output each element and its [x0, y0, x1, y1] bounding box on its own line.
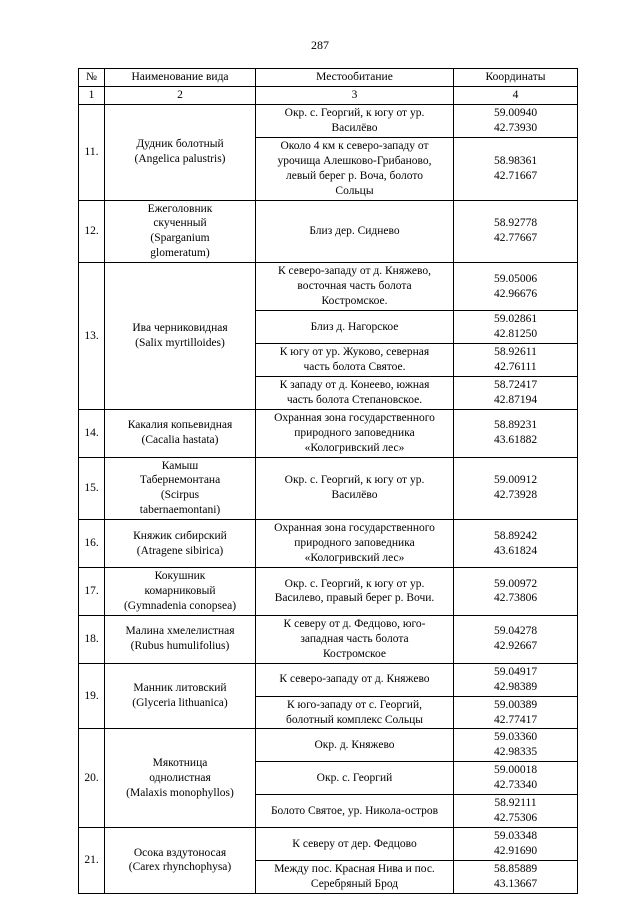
page-number: 287	[311, 38, 329, 52]
table-row	[79, 263, 578, 311]
species-name-line: glomeratum)	[150, 247, 210, 260]
species-name	[105, 568, 256, 616]
habitat-cell	[256, 520, 454, 568]
species-number: 11.	[79, 104, 105, 200]
habitat-cell	[256, 200, 454, 263]
species-name-line: Дудник болотный	[136, 138, 224, 151]
header-row	[79, 69, 578, 87]
species-name-line: (Gymnadenia conopsea)	[123, 599, 237, 612]
coordinate-value: 42.98389	[493, 680, 538, 693]
species-name-line: tabernaemontani)	[139, 504, 221, 517]
coordinates-cell	[454, 409, 578, 457]
coordinate-value: 43.61882	[493, 434, 538, 447]
table-row	[79, 104, 578, 137]
species-name-line: (Scirpus	[160, 489, 200, 502]
coordinates-cell	[454, 311, 578, 344]
coordinate-value: 59.04278	[493, 625, 538, 638]
habitat-cell	[256, 104, 454, 137]
habitat-cell	[256, 409, 454, 457]
species-name-line: (Malaxis monophyllos)	[126, 786, 234, 799]
header-number: №	[79, 69, 105, 87]
column-number: 1	[79, 86, 105, 104]
species-name-line: Кокушник	[154, 570, 206, 583]
habitat-line: природного заповедника	[294, 426, 415, 439]
species-number: 15.	[79, 457, 105, 520]
species-name	[105, 615, 256, 663]
coordinate-value: 58.92778	[493, 217, 538, 230]
species-name	[105, 200, 256, 263]
species-number: 16.	[79, 520, 105, 568]
coordinate-value: 42.91690	[493, 845, 538, 857]
habitat-line: Между пос. Красная Нива и пос.	[274, 862, 435, 875]
table-row	[79, 828, 578, 861]
coordinate-value: 42.73928	[493, 489, 538, 502]
coordinate-value: 42.75306	[493, 812, 538, 825]
coordinates-cell	[454, 104, 578, 137]
coordinate-value: 59.02861	[493, 313, 538, 326]
habitat-line: Окр. с. Георгий, к югу от ур.	[284, 106, 425, 119]
habitat-line: Охранная зона государственного	[274, 522, 435, 535]
habitat-line: Окр. д. Княжево	[314, 738, 395, 751]
habitat-line: левый берег р. Воча, болото	[286, 169, 423, 182]
habitat-line: К северо-западу от д. Княжево	[279, 673, 430, 686]
habitat-line: урочища Алешково-Грибаново,	[277, 154, 432, 167]
coordinate-value: 58.98361	[493, 154, 538, 167]
habitat-line: Костромское	[322, 647, 387, 660]
coordinates-cell	[454, 137, 578, 200]
coordinate-value: 58.85889	[493, 862, 538, 875]
habitat-line: К югу от ур. Жуково, северная	[279, 345, 430, 358]
coordinates-cell	[454, 663, 578, 696]
species-name-line: Ива черниковидная	[132, 322, 228, 335]
coordinate-value: 59.00972	[493, 577, 538, 590]
coordinate-value: 42.92667	[493, 640, 538, 653]
habitat-line: «Кологривский лес»	[304, 441, 405, 454]
species-number: 21.	[79, 828, 105, 894]
species-name	[105, 263, 256, 409]
coordinates-cell	[454, 457, 578, 520]
habitat-line: Сольцы	[335, 184, 374, 197]
species-name-line: Мякотница	[152, 756, 208, 769]
coordinate-value: 58.92611	[494, 345, 537, 358]
table-row	[79, 663, 578, 696]
habitat-line: «Кологривский лес»	[304, 552, 405, 565]
species-name-line: Княжик сибирский	[133, 529, 227, 542]
species-name-line: Камыш	[161, 459, 199, 472]
habitat-cell	[256, 263, 454, 311]
table-row	[79, 409, 578, 457]
habitat-line: болотный комплекс Сольцы	[286, 713, 423, 726]
habitat-line: природного заповедника	[294, 537, 415, 550]
coordinate-value: 59.00018	[493, 764, 538, 777]
habitat-line: Болото Святое, ур. Никола-остров	[270, 804, 439, 817]
coordinate-value: 59.00940	[493, 106, 538, 119]
habitat-cell	[256, 762, 454, 795]
habitat-line: часть болота Святое.	[303, 360, 406, 373]
species-name-line: комарниковый	[144, 585, 216, 597]
species-name	[105, 409, 256, 457]
coordinates-cell	[454, 729, 578, 762]
coordinates-cell	[454, 762, 578, 795]
habitat-cell	[256, 729, 454, 762]
column-number: 4	[454, 86, 578, 104]
species-table-body	[79, 104, 578, 893]
species-number: 20.	[79, 729, 105, 828]
coordinate-value: 42.98335	[493, 746, 538, 759]
coordinates-cell	[454, 343, 578, 376]
header-habitat: Местообитание	[256, 69, 454, 87]
species-name-line: Малина хмелелистная	[125, 625, 235, 638]
species-number: 12.	[79, 200, 105, 263]
habitat-line: К северу от дер. Федцово	[292, 837, 417, 850]
species-table	[78, 68, 578, 894]
coordinate-value: 42.77667	[493, 232, 538, 245]
habitat-cell	[256, 795, 454, 828]
habitat-line: Василёво	[331, 121, 378, 134]
coordinate-value: 42.71667	[493, 169, 538, 182]
habitat-cell	[256, 311, 454, 344]
coordinates-cell	[454, 568, 578, 616]
habitat-line: Близ д. Нагорское	[310, 320, 399, 333]
coordinate-value: 59.05006	[493, 272, 538, 285]
species-name-line: скученный	[153, 217, 207, 230]
column-number: 2	[105, 86, 256, 104]
coordinate-value: 42.73340	[493, 779, 538, 792]
coordinate-value: 59.00389	[493, 698, 538, 711]
coordinate-value: 58.72417	[493, 378, 538, 391]
table-row	[79, 729, 578, 762]
coordinates-cell	[454, 795, 578, 828]
species-name-line: (Sparganium	[150, 232, 210, 245]
header-coordinates: Координаты	[454, 69, 578, 87]
coordinates-cell	[454, 520, 578, 568]
habitat-line: Костромское.	[321, 295, 388, 308]
habitat-cell	[256, 615, 454, 663]
species-name-line: Ежеголовник	[147, 202, 213, 215]
table-row	[79, 200, 578, 263]
habitat-line: Серебряный Брод	[310, 877, 399, 890]
species-name-line: (Atragene sibirica)	[136, 544, 224, 557]
table-row	[79, 568, 578, 616]
habitat-line: Окр. с. Георгий, к югу от ур.	[284, 474, 425, 487]
coordinates-cell	[454, 200, 578, 263]
coordinate-value: 58.92111	[494, 797, 537, 810]
habitat-line: К северо-западу от д. Княжево,	[277, 265, 431, 278]
coordinates-cell	[454, 860, 578, 893]
habitat-line: Окр. с. Георгий	[316, 771, 393, 784]
species-number: 14.	[79, 409, 105, 457]
species-name-line: Осока вздутоносая	[133, 846, 227, 859]
species-name-line: (Glyceria lithuanica)	[132, 697, 228, 710]
species-number: 19.	[79, 663, 105, 729]
coordinate-value: 42.76111	[494, 360, 537, 373]
habitat-line: Близ дер. Сиднево	[309, 224, 400, 237]
species-name-line: (Carex rhynchophysa)	[128, 861, 232, 874]
habitat-cell	[256, 376, 454, 409]
habitat-line: Охранная зона государственного	[274, 411, 435, 424]
species-name	[105, 520, 256, 568]
coordinate-value: 42.96676	[493, 287, 538, 300]
species-name	[105, 828, 256, 894]
habitat-cell	[256, 663, 454, 696]
species-name-line: Табернемонтана	[139, 474, 221, 487]
coordinate-value: 58.89242	[493, 529, 538, 542]
habitat-line: К северу от д. Федцово, юго-	[283, 617, 426, 630]
habitat-line: западная часть болота	[300, 632, 409, 645]
coordinate-value: 59.03360	[493, 731, 538, 744]
coordinate-value: 43.13667	[493, 877, 538, 890]
species-name-line: (Cacalia hastata)	[141, 434, 219, 447]
coordinate-value: 42.73806	[493, 592, 538, 605]
species-name-line: (Rubus humulifolius)	[130, 640, 230, 653]
coordinates-cell	[454, 376, 578, 409]
table-row	[79, 615, 578, 663]
habitat-line: К западу от д. Конеево, южная	[279, 378, 430, 391]
species-name-line: Манник литовский	[133, 682, 227, 695]
habitat-cell	[256, 343, 454, 376]
species-name	[105, 663, 256, 729]
species-name-line: (Salix myrtilloides)	[135, 336, 225, 349]
coordinate-value: 58.89231	[493, 419, 538, 432]
species-name-line: однолистная	[149, 771, 211, 784]
table-row	[79, 457, 578, 520]
coordinate-value: 59.04917	[493, 665, 538, 678]
coordinates-cell	[454, 263, 578, 311]
coordinate-value: 43.61824	[493, 544, 538, 557]
coordinate-value: 42.73930	[493, 121, 538, 134]
habitat-line: часть болота Степановское.	[286, 393, 423, 406]
species-name	[105, 104, 256, 200]
habitat-cell	[256, 137, 454, 200]
habitat-cell	[256, 828, 454, 861]
habitat-cell	[256, 860, 454, 893]
habitat-line: Василёво	[331, 489, 378, 502]
coordinates-cell	[454, 615, 578, 663]
species-name	[105, 729, 256, 828]
coordinate-value: 42.87194	[493, 393, 538, 406]
habitat-cell	[256, 457, 454, 520]
species-number: 13.	[79, 263, 105, 409]
species-name	[105, 457, 256, 520]
habitat-cell	[256, 696, 454, 729]
species-name-line: Какалия копьевидная	[127, 419, 233, 432]
coordinates-cell	[454, 828, 578, 861]
habitat-line: Окр. с. Георгий, к югу от ур.	[284, 577, 425, 590]
species-number: 18.	[79, 615, 105, 663]
habitat-line: Василево, правый берег р. Вочи.	[274, 592, 435, 605]
habitat-line: К юго-западу от с. Георгий,	[286, 698, 422, 711]
column-number-row	[79, 86, 578, 104]
coordinate-value: 42.81250	[493, 328, 538, 340]
habitat-line: Около 4 км к северо-западу от	[280, 139, 429, 152]
species-number: 17.	[79, 568, 105, 616]
coordinate-value: 59.00912	[493, 474, 538, 487]
species-name-line: (Angelica palustris)	[134, 153, 226, 166]
column-number: 3	[256, 86, 454, 104]
habitat-cell	[256, 568, 454, 616]
coordinates-cell	[454, 696, 578, 729]
coordinate-value: 42.77417	[493, 713, 538, 726]
table-row	[79, 520, 578, 568]
habitat-line: восточная часть болота	[297, 280, 412, 293]
header-species-name: Наименование вида	[105, 69, 256, 87]
coordinate-value: 59.03348	[493, 830, 538, 843]
